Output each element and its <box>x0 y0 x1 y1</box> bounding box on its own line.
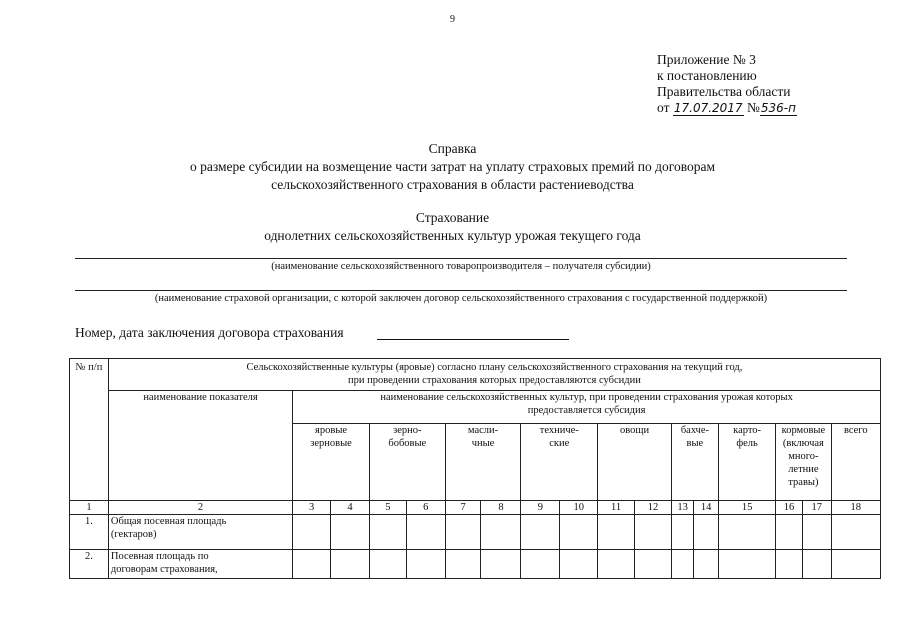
data-cell[interactable] <box>776 550 803 579</box>
appendix-block <box>657 52 797 116</box>
handwritten-number: 536-п <box>760 101 796 115</box>
data-cell[interactable] <box>831 550 880 579</box>
data-cell[interactable] <box>635 515 672 550</box>
data-cell[interactable] <box>831 515 880 550</box>
col-num-16: 16 <box>776 501 803 515</box>
data-cell[interactable] <box>445 515 481 550</box>
col-num-2: 2 <box>108 501 292 515</box>
data-cell[interactable] <box>445 550 481 579</box>
data-cell[interactable] <box>598 550 635 579</box>
appendix-date-line <box>657 100 797 116</box>
data-cell[interactable] <box>776 515 803 550</box>
insurer-caption: (наименование страховой организации, с которой заключен договор сельскохозяйственного страхования с государственной поддержкой) <box>154 293 768 304</box>
row-indicator: Посевная площадь по договорам страхования, <box>108 550 292 579</box>
data-cell[interactable] <box>369 515 406 550</box>
table-row <box>70 515 881 550</box>
col-num-10: 10 <box>560 501 598 515</box>
data-cell[interactable] <box>481 550 521 579</box>
producer-caption: (наименование сельскохозяйственного товаропроизводителя – получателя субсидии) <box>271 261 651 272</box>
crop-potatoes: карто- фель <box>718 424 775 501</box>
col-num-3: 3 <box>293 501 331 515</box>
subsidy-table <box>69 358 881 579</box>
col-num-8: 8 <box>481 501 521 515</box>
table-row <box>70 550 881 579</box>
data-cell[interactable] <box>694 550 719 579</box>
col-num-5: 5 <box>369 501 406 515</box>
data-cell[interactable] <box>406 515 445 550</box>
data-cell[interactable] <box>293 515 331 550</box>
data-cell[interactable] <box>369 550 406 579</box>
data-cell[interactable] <box>802 550 831 579</box>
title-line-2: о размере субсидии на возмещение части затрат на уплату страховых премий по договорам <box>189 159 716 174</box>
col-num-6: 6 <box>406 501 445 515</box>
col-num-18: 18 <box>831 501 880 515</box>
data-cell[interactable] <box>718 550 775 579</box>
col-num-17: 17 <box>802 501 831 515</box>
data-cell[interactable] <box>718 515 775 550</box>
data-cell[interactable] <box>635 550 672 579</box>
column-number-row <box>70 501 881 515</box>
col-num-14: 14 <box>694 501 719 515</box>
main-header: Сельскохозяйственные культуры (яровые) согласно плану сельскохозяйственного страхования на текущий год, при проведении страхования которых предоставляются субсидии <box>108 359 880 391</box>
document-title <box>0 140 905 194</box>
handwritten-date: 17.07.2017 <box>673 101 743 115</box>
data-cell[interactable] <box>802 515 831 550</box>
appendix-line-2: к постановлению <box>657 68 757 83</box>
data-cell[interactable] <box>671 515 694 550</box>
data-cell[interactable] <box>331 515 370 550</box>
row-number: 1. <box>70 515 109 550</box>
col-num-7: 7 <box>445 501 481 515</box>
crop-spring-grains: яровые зерновые <box>293 424 370 501</box>
col-num-1: 1 <box>70 501 109 515</box>
crop-technical: техниче- ские <box>521 424 598 501</box>
col-num-12: 12 <box>635 501 672 515</box>
col-num-13: 13 <box>671 501 694 515</box>
data-cell[interactable] <box>406 550 445 579</box>
data-cell[interactable] <box>331 550 370 579</box>
data-cell[interactable] <box>598 515 635 550</box>
crops-header: наименование сельскохозяйственных культур, при проведении страхования урожая которых предоставляется субсидия <box>293 391 881 424</box>
contract-label: Номер, дата заключения договора страхования <box>75 325 344 340</box>
appendix-line-3: Правительства области <box>657 84 791 99</box>
data-cell[interactable] <box>521 550 560 579</box>
data-cell[interactable] <box>694 515 719 550</box>
producer-line <box>75 258 847 259</box>
data-cell[interactable] <box>293 550 331 579</box>
col-num-11: 11 <box>598 501 635 515</box>
crop-fodder: кормовые (включая много- летние травы) <box>776 424 831 501</box>
crop-melons: бахче- вые <box>671 424 718 501</box>
number-prefix: № <box>746 100 760 115</box>
title-line-3: сельскохозяйственного страхования в области растениеводства <box>271 177 634 192</box>
document-subtitle <box>0 209 905 245</box>
num-header: № п/п <box>70 359 109 501</box>
data-cell[interactable] <box>560 515 598 550</box>
page-number: 9 <box>450 14 455 25</box>
crop-oilseeds: масли- чные <box>445 424 521 501</box>
date-prefix: от <box>657 100 670 115</box>
insurer-line <box>75 290 847 291</box>
data-cell[interactable] <box>521 515 560 550</box>
crop-vegetables: овощи <box>598 424 672 501</box>
appendix-title: Приложение № 3 <box>657 52 756 67</box>
title-line-1: Справка <box>428 141 477 156</box>
crop-legumes: зерно- бобовые <box>369 424 445 501</box>
crop-total: всего <box>831 424 880 501</box>
col-num-9: 9 <box>521 501 560 515</box>
col-num-15: 15 <box>718 501 775 515</box>
subtitle-line-2: однолетних сельскохозяйственных культур урожая текущего года <box>264 228 641 243</box>
data-cell[interactable] <box>560 550 598 579</box>
data-cell[interactable] <box>481 515 521 550</box>
row-indicator: Общая посевная площадь (гектаров) <box>108 515 292 550</box>
indicator-header: наименование показателя <box>108 391 292 501</box>
contract-input-line <box>377 339 569 340</box>
row-number: 2. <box>70 550 109 579</box>
subtitle-line-1: Страхование <box>415 210 490 225</box>
col-num-4: 4 <box>331 501 370 515</box>
data-cell[interactable] <box>671 550 694 579</box>
